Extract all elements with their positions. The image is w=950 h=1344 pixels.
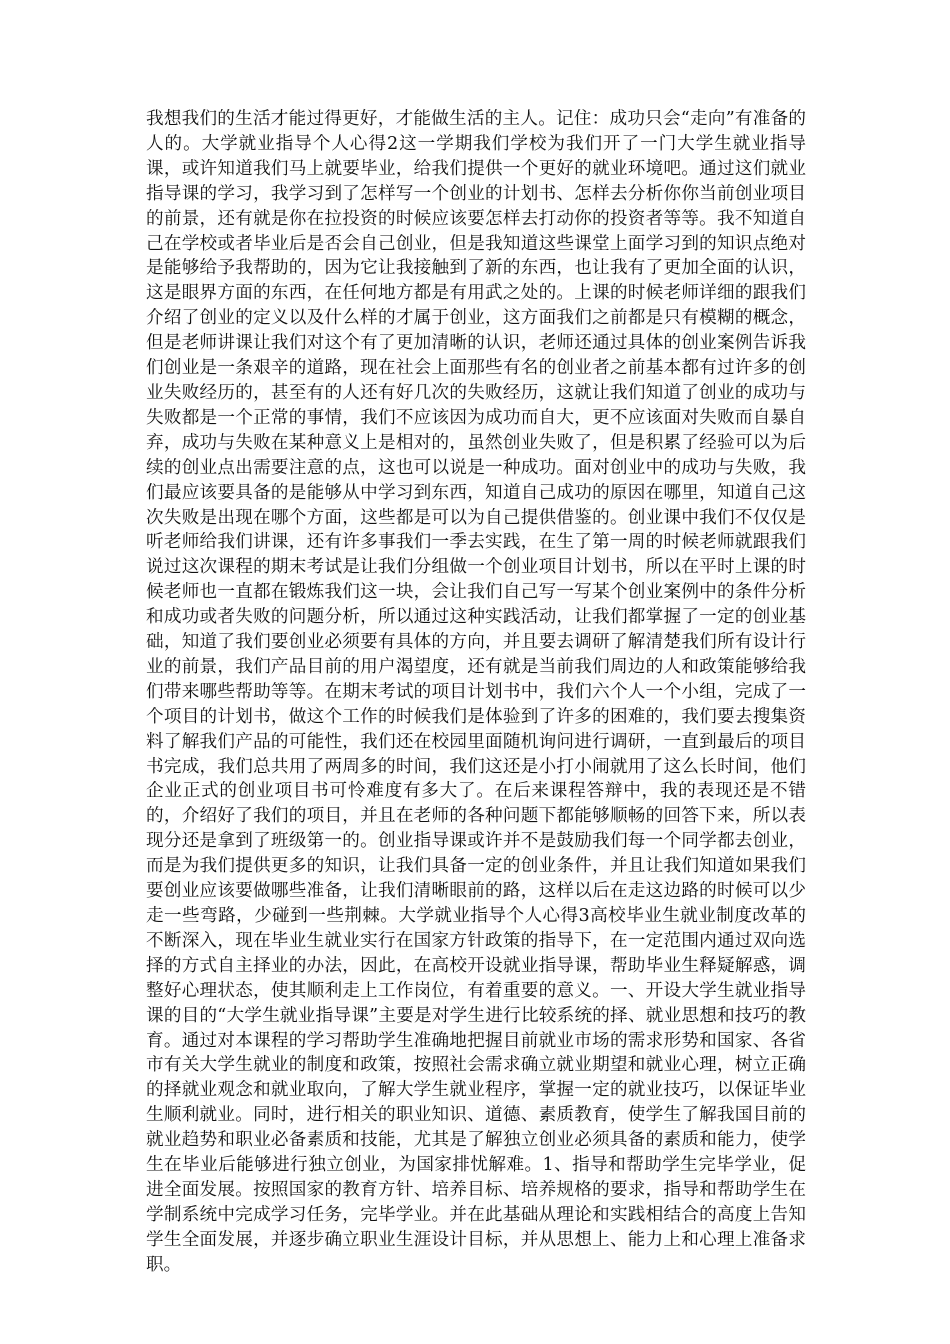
body-paragraph: 我想我们的生活才能过得更好，才能做生活的主人。记住：成功只会“走向”有准备的人的。大学就业指导个人心得2这一学期我们学校为我们开了一门大学生就业指导课，或许知道我们马上就要毕业，给我们提供一个更好的就业环境吧。通过这们就业指导课的学习，我学习到了怎样写一个创业的计划书、怎样去分析你你当前创业项目的前景，还有就是你在拉投资的时候应该要怎样去打动你的投资者等等。我不知道自己在学校或者毕业后是否会自己创业，但是我知道这些课堂上面学习到的知识点绝对是能够给予我帮助的，因为它让我接触到了新的东西，也让我有了更加全面的认识，这是眼界方面的东西，在任何地方都是有用武之处的。上课的时候老师详细的跟我们介绍了创业的定义以及什么样的才属于创业，这方面我们之前都是只有模糊的概念，但是老师讲课让我们对这个有了更加清晰的认识，老师还通过具体的创业案例告诉我们创业是一条艰辛的道路，现在社会上面那些有名的创业者之前基本都有过许多的创业失败经历的，甚至有的人还有好几次的失败经历，这就让我们知道了创业的成功与失败都是一个正常的事情，我们不应该因为成功而自大，更不应该面对失败而自暴自弃，成功与失败在某种意义上是相对的，虽然创业失败了，但是积累了经验可以为后续的创业点出需要注意的点，这也可以说是一种成功。面对创业中的成功与失败，我们最应该要具备的是能够从中学习到东西，知道自己成功的原因在哪里，知道自己这次失败是出现在哪个方面，这些都是可以为自己提供借鉴的。创业课中我们不仅仅是听老师给我们讲课，还有许多事我们一季去实践，在生了第一周的时候老师就跟我们说过这次课程的期末考试是让我们分组做一个创业项目计划书，所以在平时上课的时候老师也一直都在锻炼我们这一块，会让我们自己写一写某个创业案例中的条件分析和成功或者失败的问题分析，所以通过这种实践活动，让我们都掌握了一定的创业基础，知道了我们要创业必须要有具体的方向，并且要去调研了解清楚我们所有设计行业的前景，我们产品目前的用户渴望度，还有就是当前我们周边的人和政策能够给我们带来哪些帮助等等。在期末考试的项目计划书中，我们六个人一个小组，完成了一个项目的计划书，做这个工作的时候我们是体验到了许多的困难的，我们要去搜集资料了解我们产品的可能性，我们还在校园里面随机询问进行调研，一直到最后的项目书完成，我们总共用了两周多的时间，我们这还是小打小闹就用了这么长时间，他们企业正式的创业项目书可怜难度有多大了。在后来课程答辩中，我的表现还是不错的，介绍好了我们的项目，并且在老师的各种问题下都能够顺畅的回答下来，所以表现分还是拿到了班级第一的。创业指导课或许并不是鼓励我们每一个同学都去创业，而是为我们提供更多的知识，让我们具备一定的创业条件，并且让我们知道如果我们要创业应该要做哪些准备，让我们清晰眼前的路，这样以后在走这边路的时候可以少走一些弯路，少碰到一些荆棘。大学就业指导个人心得3高校毕业生就业制度改革的不断深入，现在毕业生就业实行在国家方针政策的指导下，在一定范围内通过双向选择的方式自主择业的办法，因此，在高校开设就业指导课，帮助毕业生释疑解惑，调整好心理状态，使其顺利走上工作岗位，有着重要的意义。一、开设大学生就业指导课的目的“大学生就业指导课”主要是对学生进行比较系统的择、就业思想和技巧的教育。通过对本课程的学习帮助学生准确地把握目前就业市场的需求形势和国家、各省市有关大学生就业的制度和政策，按照社会需求确立就业期望和就业心理，树立正确的择就业观念和就业取向，了解大学生就业程序，掌握一定的就业技巧，以保证毕业生顺利就业。同时，进行相关的职业知识、道德、素质教育，使学生了解我国目前的就业趋势和职业必备素质和技能，尤其是了解独立创业必须具备的素质和能力，使学生在毕业后能够进行独立创业，为国家排忧解难。1、指导和帮助学生完毕学业，促进全面发展。按照国家的教育方针、培养目标、培养规格的要求，指导和帮助学生在学制系统中完成学习任务，完毕学业。并在此基础从理论和实践相结合的高度上告知学生全面发展，并逐步确立职业生涯设计目标，并从思想上、能力上和心理上准备求职。: [146, 109, 806, 1275]
